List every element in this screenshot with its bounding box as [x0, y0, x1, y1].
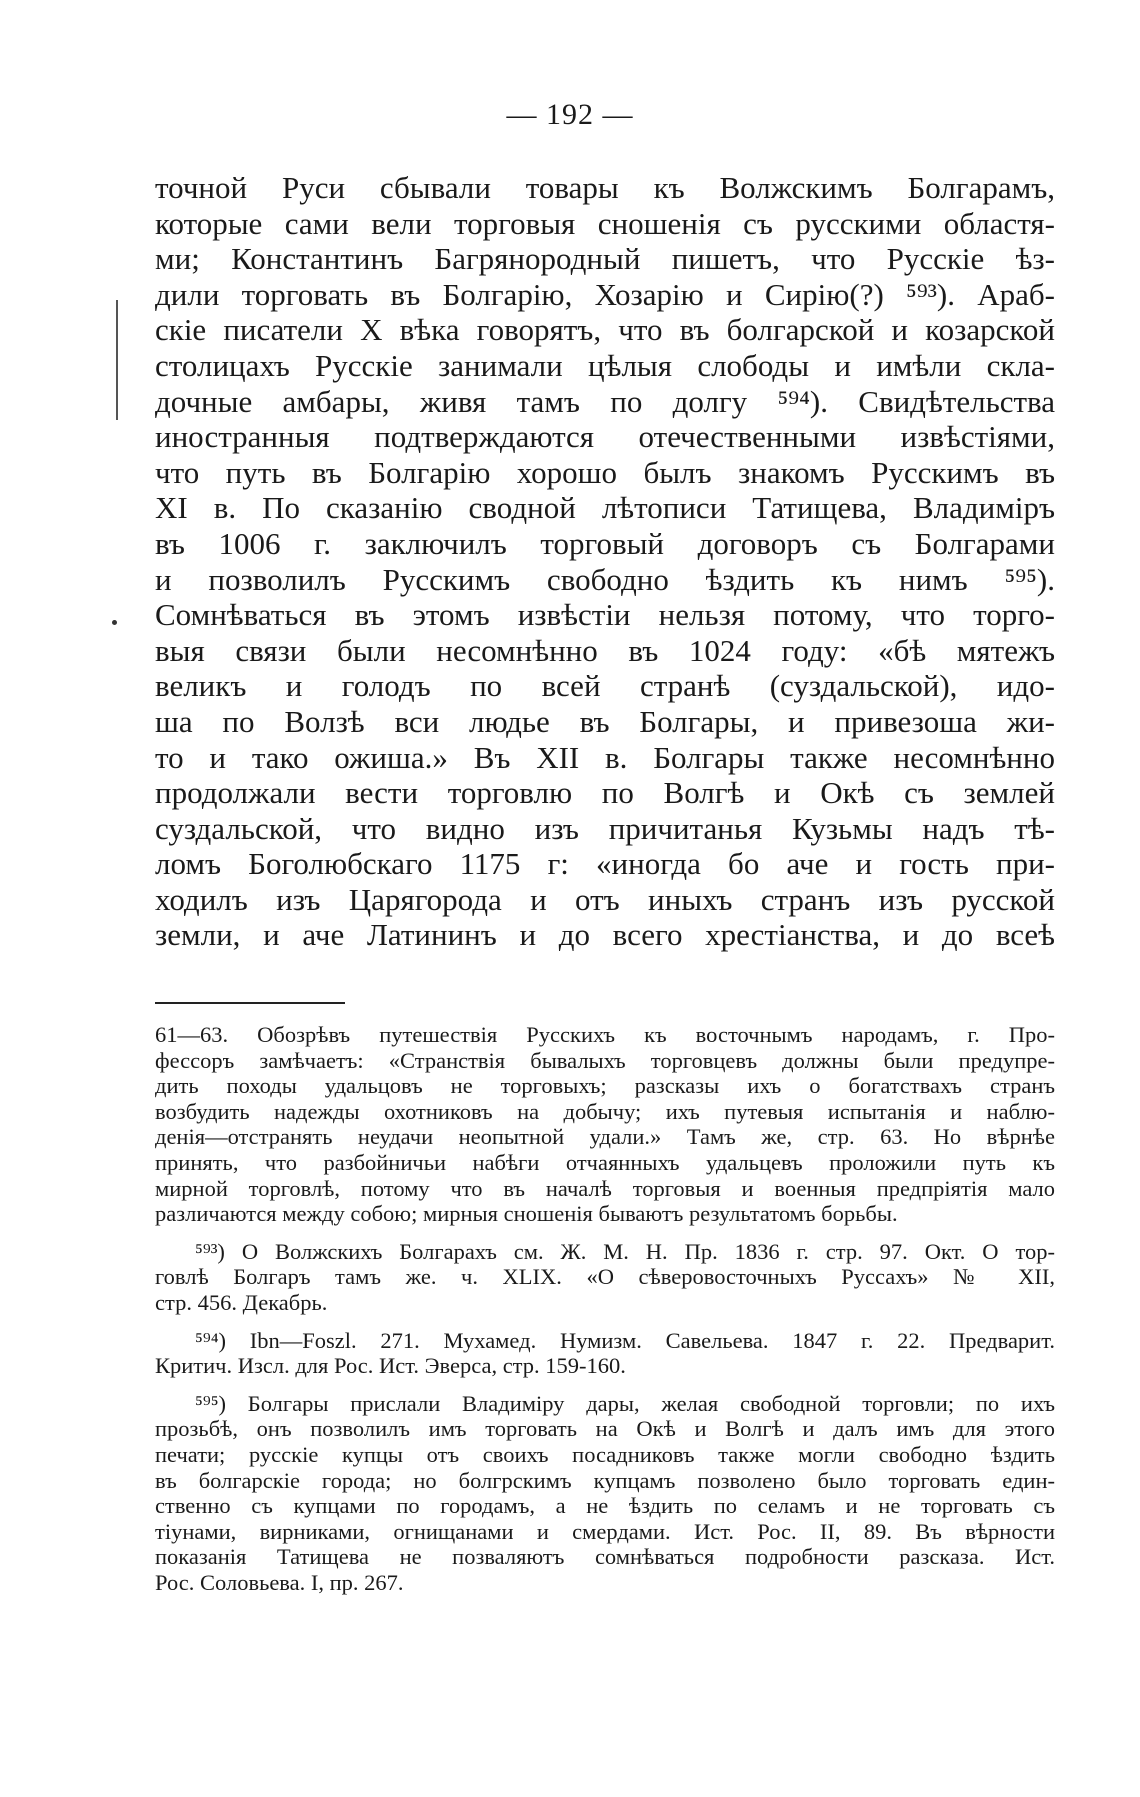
margin-pencil-mark: [116, 300, 118, 420]
body-line: что путь въ Болгарію хорошо былъ знакомъ Русскимъ въ: [155, 454, 1055, 490]
footnote-line: 61—63. Обозрѣвъ путешествія Русскихъ къ восточнымъ народамъ, г. Про-: [155, 1022, 1055, 1047]
footnote-line: ⁵⁹⁴) Ibn—Foszl. 271. Мухамед. Нумизм. Савельева. 1847 г. 22. Предварит.: [195, 1327, 1055, 1353]
footnote-line: принять, что разбойничьи набѣги отчаянныхъ удальцевъ проложили путь къ: [155, 1149, 1055, 1175]
footnote-rule: [155, 1002, 345, 1004]
footnote-line: говлѣ Болгаръ тамъ же. ч. XLIX. «О сѣверовосточныхъ Руссахъ» № XII,: [155, 1264, 1055, 1290]
footnote-line: прозьбѣ, онъ позволилъ имъ торговать на Окѣ и Волгѣ и далъ имъ для этого: [155, 1416, 1055, 1442]
body-line: дили торговать въ Болгарію, Хозарію и Сирію(?) ⁵⁹³). Араб-: [155, 276, 1055, 312]
footnote-593: [155, 1239, 1055, 1316]
body-line: великъ и голодъ по всей странѣ (суздальской), идо-: [155, 668, 1055, 704]
body-line: то и тако ожиша.» Въ XII в. Болгары также несомнѣнно: [155, 739, 1055, 775]
footnote-line: возбудить надежды охотниковъ на добычу; ихъ путевыя испытанія и наблю-: [155, 1098, 1055, 1124]
body-line: выя связи были несомнѣнно въ 1024 году: «бѣ мятежъ: [155, 632, 1055, 668]
body-line: Сомнѣваться въ этомъ извѣстіи нельзя потому, что торго-: [155, 597, 1055, 633]
main-body-text: [155, 170, 1055, 953]
body-line: ша по Волзѣ вси людье въ Болгары, и привезоша жи-: [155, 703, 1055, 739]
footnote-line: стр. 456. Декабрь.: [155, 1289, 328, 1315]
body-line: точной Руси сбывали товары къ Волжскимъ Болгарамъ,: [155, 170, 1055, 205]
body-line: суздальской, что видно изъ причитанья Кузьмы надъ тѣ-: [155, 810, 1055, 846]
footnote-line: фессоръ замѣчаетъ: «Странствія бывалыхъ торговцевъ должны были предупре-: [155, 1047, 1055, 1073]
footnote-line: Критич. Изсл. для Рос. Ист. Эверса, стр. 159-160.: [155, 1353, 626, 1379]
body-line: иностранныя подтверждаются отечественными извѣстіями,: [155, 419, 1055, 455]
body-line: ломъ Боголюбскаго 1175 г: «иногда бо аче и гость при-: [155, 846, 1055, 882]
footnote-line: денія—отстранять неудачи неопытной удали.» Тамъ же, стр. 63. Но вѣрнѣе: [155, 1124, 1055, 1150]
body-line: земли, и аче Латининъ и до всего хрестіанства, и до всеѣ: [155, 917, 1055, 953]
page-number: — 192 —: [506, 98, 634, 131]
footnote-line: различаются между собою; мирныя сношенія бываютъ результатомъ борьбы.: [155, 1201, 898, 1227]
body-line: XI в. По сказанію сводной лѣтописи Татищева, Владиміръ: [155, 490, 1055, 526]
footnote-line: ственно съ купцами по городамъ, а не ѣздить по селамъ и не торговать съ: [155, 1493, 1055, 1519]
body-line: и позволилъ Русскимъ свободно ѣздить къ нимъ ⁵⁹⁵).: [155, 561, 1055, 597]
footnote-line: ⁵⁹³) О Волжскихъ Болгарахъ см. Ж. М. Н. Пр. 1836 г. стр. 97. Окт. О тор-: [195, 1238, 1055, 1264]
footnote-595: [155, 1391, 1055, 1596]
footnote-line: ⁵⁹⁵) Болгары прислали Владиміру дары, желая свободной торговли; по ихъ: [195, 1390, 1055, 1416]
footnote-line: Рос. Соловьева. I, пр. 267.: [155, 1569, 404, 1595]
body-line: ми; Константинъ Багрянородный пишетъ, что Русскіе ѣз-: [155, 241, 1055, 277]
footnote-line: печати; русскіе купцы отъ своихъ посадниковъ также могли свободно ѣздить: [155, 1441, 1055, 1467]
body-line: ходилъ изъ Царягорода и отъ иныхъ странъ изъ русской: [155, 881, 1055, 917]
footnote-line: въ болгарскіе города; но болгрскимъ купцамъ позволено было торговать един-: [155, 1467, 1055, 1493]
footnote-line: тіунами, вирниками, огнищанами и смердами. Ист. Рос. II, 89. Въ вѣрности: [155, 1518, 1055, 1544]
body-line: скіе писатели X вѣка говорятъ, что въ болгарской и козарской: [155, 312, 1055, 348]
footnote-continued: [155, 1022, 1055, 1227]
body-line: въ 1006 г. заключилъ торговый договоръ съ Болгарами: [155, 525, 1055, 561]
footnote-594: [155, 1328, 1055, 1379]
body-line: которые сами вели торговыя сношенія съ русскими областя-: [155, 205, 1055, 241]
footnotes: [155, 1022, 1055, 1595]
body-line: столицахъ Русскіе занимали цѣлыя слободы и имѣли скла-: [155, 347, 1055, 383]
footnote-line: показанія Татищева не позваляютъ сомнѣваться подробности разсказа. Ист.: [155, 1544, 1055, 1570]
body-line: дочные амбары, живя тамъ по долгу ⁵⁹⁴). Свидѣтельства: [155, 383, 1055, 419]
margin-dot-mark: [112, 620, 117, 625]
body-line: продолжали вести торговлю по Волгѣ и Окѣ съ землей: [155, 775, 1055, 811]
footnote-line: мирной торговлѣ, потому что въ началѣ торговыя и военныя предпріятія мало: [155, 1175, 1055, 1201]
footnote-line: дить походы удальцовъ не торговыхъ; разсказы ихъ о богатствахъ странъ: [155, 1073, 1055, 1099]
